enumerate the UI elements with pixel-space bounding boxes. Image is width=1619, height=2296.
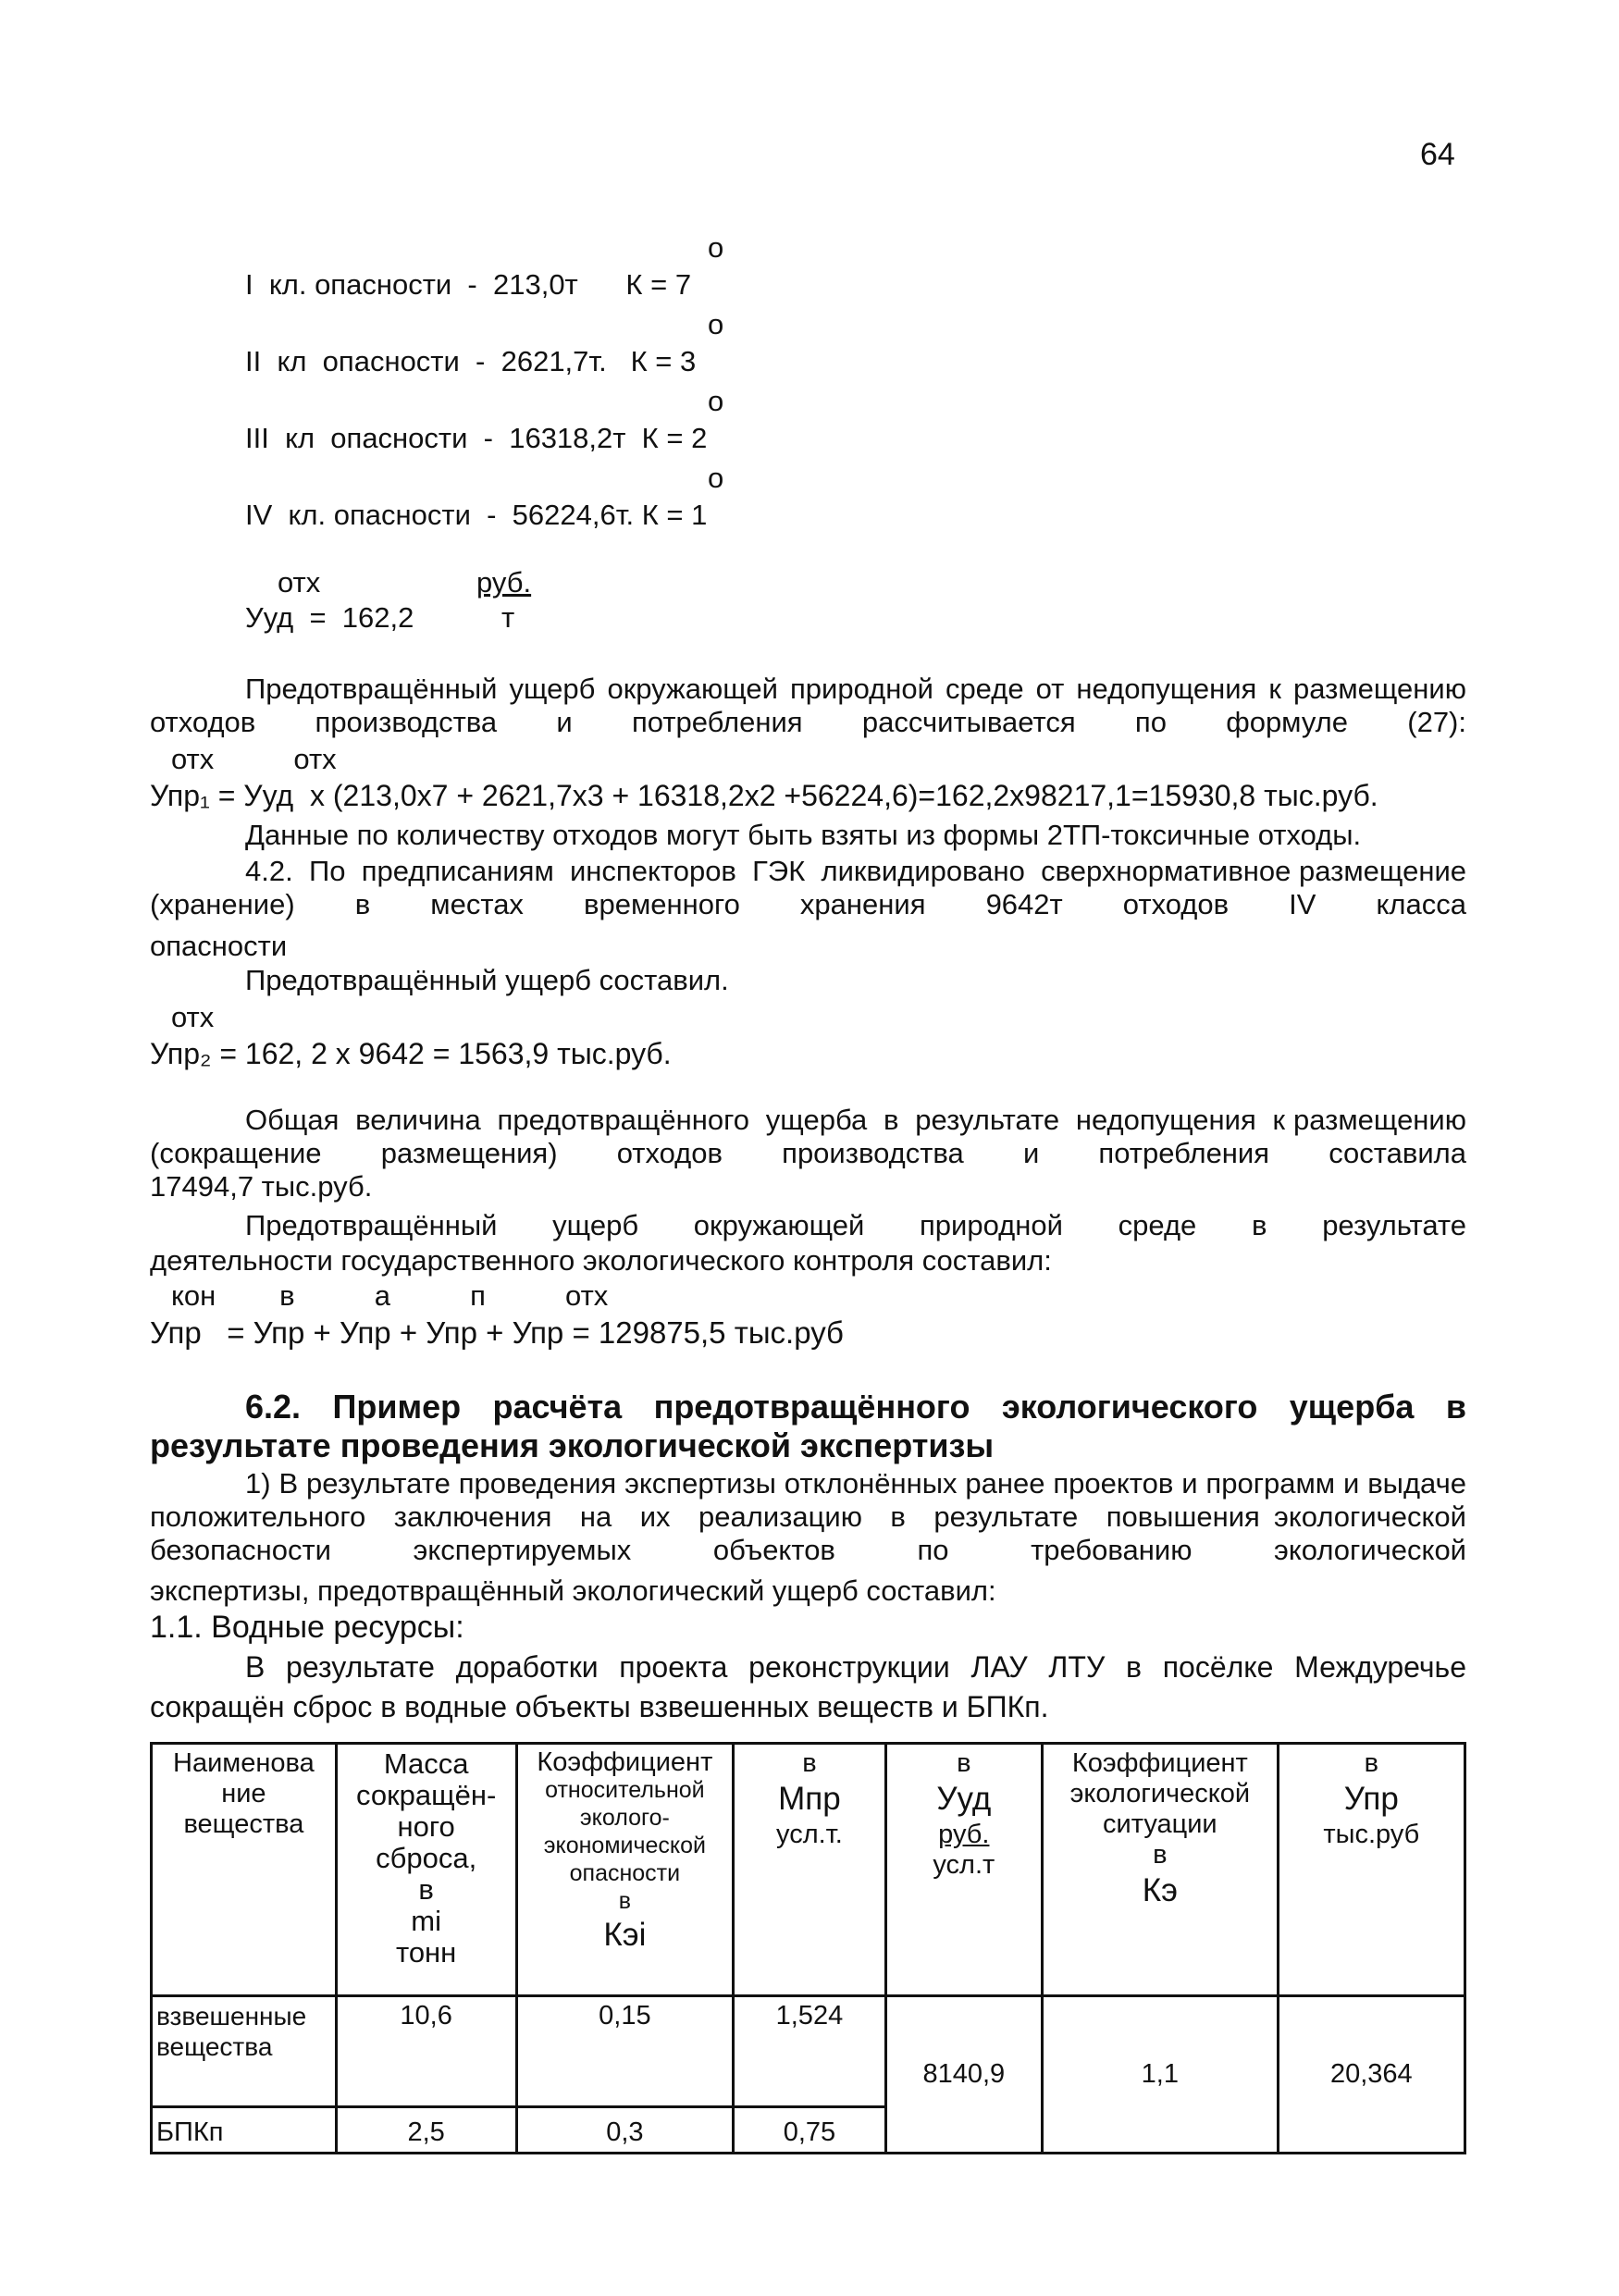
- header-line: усл.т.: [776, 1820, 843, 1849]
- header-line: ного: [397, 1810, 455, 1843]
- paragraph-expertise: 1) В результате проведения экспертизы отклонённых ранее проектов и программ и выдаче положительного заключения на их реализацию в результате повышения экологической безопасности экспертируемых объектов по требованию экологической: [150, 1467, 1483, 1566]
- header-line: в: [1364, 1748, 1379, 1778]
- cell-mpr: 1,524: [734, 1996, 885, 2107]
- cell-mass: 2,5: [336, 2107, 516, 2154]
- cell-uud: 8140,9: [885, 1996, 1042, 2154]
- cell-mass: 10,6: [336, 1996, 516, 2107]
- formula3-line: Упр = Упр + Упр + Упр + Упр = 129875,5 тыс.руб: [150, 1315, 844, 1350]
- cell-mpr: 0,75: [734, 2107, 885, 2154]
- hazard-line: I кл. опасности - 213,0т К = 7: [245, 268, 692, 301]
- header-line: опасности: [569, 1860, 681, 1886]
- paragraph-reconstruction-end: сокращён сброс в водные объекты взвешенных веществ и БПКп.: [150, 1690, 1049, 1723]
- header-line: Кэ: [1142, 1872, 1178, 1908]
- header-line: вещества: [183, 1809, 304, 1839]
- discharge-table: [150, 1742, 1466, 2154]
- paragraph-total-prevented-end: 17494,7 тыс.руб.: [150, 1170, 373, 1203]
- uud-unit-numerator: руб.: [476, 566, 532, 599]
- formula1-superscript: отх отх: [171, 743, 337, 775]
- paragraph-data-source: Данные по количеству отходов могут быть взяты из формы 2ТП-токсичные отходы.: [245, 819, 1362, 851]
- page-number: 64: [1420, 137, 1455, 172]
- formula2-line: Упр₂ = 162, 2 х 9642 = 1563,9 тыс.руб.: [150, 1037, 672, 1070]
- header-substance: [152, 1744, 337, 1996]
- header-line: эколого-: [579, 1805, 670, 1831]
- header-line: Кэi: [603, 1917, 647, 1953]
- formula2-superscript: отх: [171, 1001, 215, 1033]
- paragraph-damage-composed: Предотвращённый ущерб составил.: [245, 964, 729, 996]
- uud-unit-denominator: т: [501, 601, 515, 634]
- header-line: тонн: [395, 1936, 457, 1969]
- cell-substance: взвешенные вещества: [152, 1996, 337, 2107]
- header-line: тыс.руб: [1323, 1820, 1420, 1849]
- header-line: ситуации: [1103, 1809, 1217, 1839]
- subheading-water-resources: 1.1. Водные ресурсы:: [150, 1610, 464, 1645]
- header-line: ние: [221, 1779, 266, 1808]
- paragraph-inspectors: 4.2. По предписаниям инспекторов ГЭК ликвидировано сверхнормативное размещение (хранение) в местах временного хранения 9642т отходов IV класса: [150, 855, 1483, 920]
- header-line: в: [802, 1748, 817, 1778]
- header-line: Мпр: [778, 1781, 841, 1817]
- hazard-sup: о: [708, 462, 724, 494]
- header-line: руб.: [938, 1820, 990, 1849]
- header-ecological-situation: [1043, 1744, 1279, 1996]
- hazard-line: III кл опасности - 16318,2т К = 2: [245, 422, 708, 454]
- header-line: Коэффициент: [1071, 1748, 1248, 1778]
- paragraph-total-prevented: Общая величина предотвращённого ущерба в результате недопущения к размещению (сокращение размещения) отходов производства и потребления составила: [150, 1104, 1475, 1169]
- header-line: Коэффициент: [537, 1747, 713, 1777]
- header-line: Ууд: [936, 1781, 992, 1817]
- paragraph-expertise-end: экспертизы, предотвращённый экологический ущерб составил:: [150, 1574, 996, 1607]
- cell-coefficient: 0,3: [516, 2107, 734, 2154]
- header-line: экологической: [1069, 1779, 1251, 1808]
- header-line: в: [418, 1873, 434, 1906]
- hazard-sup: о: [708, 308, 724, 340]
- uud-line: Ууд = 162,2: [245, 601, 414, 634]
- cell-coefficient: 0,15: [516, 1996, 734, 2107]
- hazard-sup: о: [708, 231, 724, 264]
- formula1-line: Упр₁ = Ууд х (213,0х7 + 2621,7х3 + 16318,2х2 +56224,6)=162,2х98217,1=15930,8 тыс.руб.: [150, 779, 1378, 812]
- header-mpr: [734, 1744, 885, 1996]
- paragraph-state-control: Предотвращённый ущерб окружающей природной среде в результате: [245, 1209, 1466, 1241]
- cell-ke: 1,1: [1043, 1996, 1279, 2154]
- cell-upr: 20,364: [1278, 1996, 1465, 2154]
- paragraph-prevented-damage-formula: Предотвращённый ущерб окружающей природной среде от недопущения к размещению отходов производства и потребления рассчитывается по формуле (27):: [150, 673, 1466, 738]
- header-line: Упр: [1343, 1781, 1399, 1817]
- paragraph-state-control-end: деятельности государственного экологического контроля составил:: [150, 1244, 1052, 1277]
- cell-substance: БПКп: [152, 2107, 337, 2154]
- table-header-row: [152, 1744, 1465, 1996]
- header-line: сокращён-: [355, 1779, 497, 1811]
- hazard-line: IV кл. опасности - 56224,6т. К = 1: [245, 499, 708, 531]
- header-line: mi: [411, 1905, 441, 1937]
- header-line: в: [957, 1748, 971, 1778]
- header-line: усл.т: [933, 1850, 995, 1880]
- uud-superscript: отх: [278, 566, 321, 599]
- section-heading: 6.2. Пример расчёта предотвращённого экологического ущерба в: [245, 1388, 1466, 1426]
- formula3-superscript: кон в а п отх: [171, 1279, 609, 1312]
- header-line: сброса,: [376, 1842, 477, 1874]
- hazard-line: II кл опасности - 2621,7т. К = 3: [245, 345, 697, 377]
- paragraph-inspectors-end: опасности: [150, 930, 288, 962]
- header-uud: [885, 1744, 1042, 1996]
- header-line: в: [1153, 1840, 1168, 1870]
- header-line: Наименова: [173, 1748, 315, 1778]
- table-row: [152, 1996, 1465, 2107]
- header-line: экономической: [543, 1833, 706, 1858]
- header-line: Масса: [383, 1747, 469, 1780]
- paragraph-reconstruction: В результате доработки проекта реконструкции ЛАУ ЛТУ в посёлке Междуречье: [245, 1650, 1466, 1684]
- header-mass: [336, 1744, 516, 1996]
- section-heading-line2: результате проведения экологической экспертизы: [150, 1426, 995, 1464]
- header-coefficient: [516, 1744, 734, 1996]
- hazard-sup: о: [708, 385, 724, 417]
- header-upr: [1278, 1744, 1465, 1996]
- header-line: относительной: [545, 1777, 705, 1803]
- header-line: в: [618, 1888, 632, 1914]
